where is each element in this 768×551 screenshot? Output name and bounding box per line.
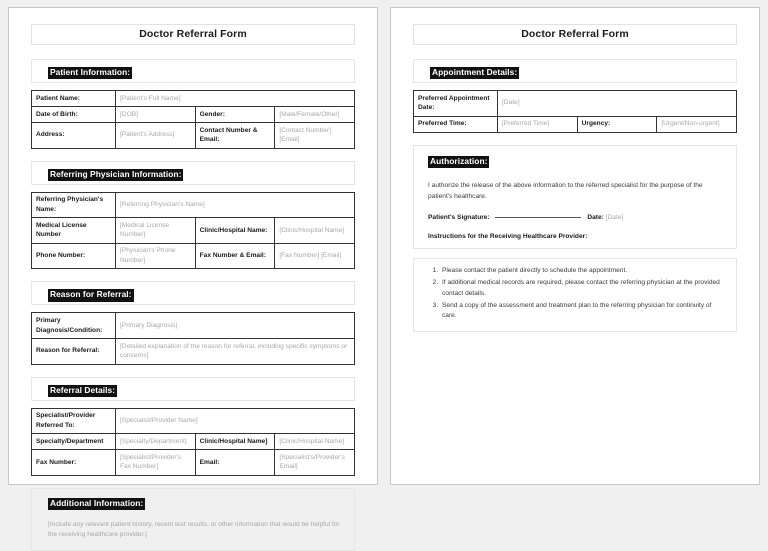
additional-information-box <box>31 488 355 551</box>
list-item: 1. Please contact the patient directly to schedule the appointment. <box>440 266 724 277</box>
section-heading-label: Referral Details: <box>48 385 117 397</box>
table-row <box>32 243 355 269</box>
section-heading-label: Appointment Details: <box>430 67 519 79</box>
field-value[interactable]: [Preferred Time] <box>497 116 577 132</box>
authorization-box <box>413 145 737 249</box>
field-value[interactable]: [Referring Physician's Name] <box>115 192 354 218</box>
signature-date-value: [Date] <box>605 213 624 221</box>
list-item: 2. If additional medical records are required, please contact the referring physician at the provided contact details. <box>440 278 724 299</box>
document-page-1 <box>8 7 378 539</box>
field-value[interactable]: [Physician's Phone Number] <box>115 243 195 269</box>
field-label: Clinic/Hospital Name] <box>195 434 275 450</box>
signature-line <box>428 214 722 221</box>
instructions-heading: Instructions for the Receiving Healthcare Provider: <box>428 232 588 240</box>
table-row <box>32 91 355 107</box>
field-label: Preferred Appointment Date: <box>414 91 498 117</box>
field-value[interactable]: [Patient's Full Name] <box>115 91 354 107</box>
table-row <box>32 107 355 123</box>
section-heading-label: Reason for Referral: <box>48 289 134 301</box>
section-header-appointment-details <box>413 59 737 83</box>
signature-rule[interactable] <box>495 217 581 218</box>
field-label: Clinic/Hospital Name: <box>195 218 275 244</box>
field-label: Medical License Number <box>32 218 116 244</box>
field-label: Specialist/Provider Referred To: <box>32 408 116 434</box>
authorization-heading: Authorization: <box>428 156 489 168</box>
table-row <box>32 313 355 339</box>
field-label: Preferred Time: <box>414 116 498 132</box>
page-title-2: Doctor Referral Form <box>413 24 737 45</box>
signature-date-label: Date: <box>587 213 604 221</box>
instructions-list <box>420 266 724 322</box>
page-title: Doctor Referral Form <box>31 24 355 45</box>
table-row <box>32 192 355 218</box>
field-label: Phone Number: <box>32 243 116 269</box>
page-1-sections <box>31 59 355 476</box>
field-value[interactable]: [Male/Female/Other] <box>275 107 355 123</box>
section-header-patient-information <box>31 59 355 83</box>
field-label: Specialty/Department <box>32 434 116 450</box>
field-value[interactable]: [Urgent/Non-urgent] <box>657 116 737 132</box>
field-label: Fax Number: <box>32 450 116 476</box>
appointment-details-body <box>414 91 737 133</box>
table-row <box>32 408 355 434</box>
additional-information-heading: Additional Information: <box>48 498 145 510</box>
form-table <box>31 192 355 270</box>
signature-label: Patient's Signature: <box>428 213 490 221</box>
table-row <box>32 123 355 149</box>
field-value[interactable]: [Date] <box>497 91 736 117</box>
field-label: Fax Number & Email: <box>195 243 275 269</box>
field-label: Email: <box>195 450 275 476</box>
section-heading-label: Referring Physician Information: <box>48 169 183 181</box>
table-row <box>32 434 355 450</box>
table-row <box>32 339 355 365</box>
field-value[interactable]: [Specialist/Provider's Fax Number] <box>115 450 195 476</box>
table-row <box>414 91 737 117</box>
field-label: Urgency: <box>577 116 657 132</box>
authorization-body: I authorize the release of the above information to the referred specialist for the purpose of the patient's healthcare. <box>428 181 703 201</box>
table-row <box>32 450 355 476</box>
field-label: Address: <box>32 123 116 149</box>
field-value[interactable]: [Clinic/Hospital Name] <box>275 434 355 450</box>
list-item: 3. Send a copy of the assessment and treatment plan to the referring physician for continuity of care. <box>440 301 724 322</box>
instructions-box <box>413 258 737 332</box>
field-value[interactable]: [Specialist's/Provider's Email] <box>275 450 355 476</box>
additional-information-body: [Include any relevant patient history, recent test results, or other information that would be helpful for the receiving healthcare provider.] <box>48 520 340 539</box>
field-value[interactable]: [Specialty/Department] <box>115 434 195 450</box>
field-label: Patient Name: <box>32 91 116 107</box>
table-row <box>414 116 737 132</box>
field-label: Reason for Referral: <box>32 339 116 365</box>
field-value[interactable]: [DOB] <box>115 107 195 123</box>
section-header-reason-for-referral <box>31 281 355 305</box>
table-row <box>32 218 355 244</box>
form-table <box>31 90 355 149</box>
appointment-details-table <box>413 90 737 133</box>
field-value[interactable]: [Clinic/Hospital Name] <box>275 218 355 244</box>
section-heading-label: Patient Information: <box>48 67 132 79</box>
field-label: Gender: <box>195 107 275 123</box>
field-value[interactable]: [Specialist/Provider Name] <box>115 408 354 434</box>
field-value[interactable]: [Detailed explanation of the reason for referral, including specific symptoms or concerns] <box>115 339 354 365</box>
form-table <box>31 408 355 476</box>
form-table <box>31 312 355 364</box>
field-value[interactable]: [Patient's Address] <box>115 123 195 149</box>
field-value[interactable]: [Fax Number] [Email] <box>275 243 355 269</box>
field-label: Primary Diagnosis/Condition: <box>32 313 116 339</box>
field-label: Referring Physician's Name: <box>32 192 116 218</box>
field-label: Contact Number & Email: <box>195 123 275 149</box>
field-label: Date of Birth: <box>32 107 116 123</box>
field-value[interactable]: [Contact Number] [Email] <box>275 123 355 149</box>
field-value[interactable]: [Medical License Number] <box>115 218 195 244</box>
field-value[interactable]: [Primary Diagnosis] <box>115 313 354 339</box>
section-header-referring-physician-information <box>31 161 355 185</box>
section-header-referral-details <box>31 377 355 401</box>
document-page-2 <box>390 7 760 485</box>
